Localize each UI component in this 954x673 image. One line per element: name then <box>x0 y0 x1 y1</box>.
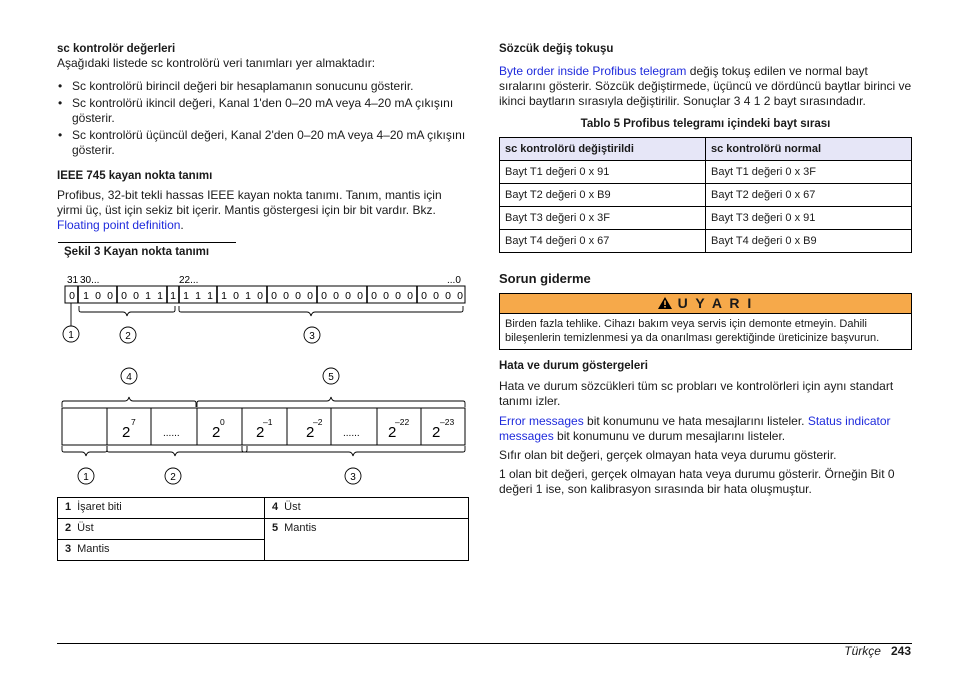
svg-text:1: 1 <box>207 290 213 302</box>
warning-title: U Y A R I <box>677 295 754 311</box>
indicators-p2 <box>499 414 912 444</box>
svg-text:3: 3 <box>309 331 315 342</box>
svg-text:0: 0 <box>445 290 451 302</box>
section-heading-indicators: Hata ve durum göstergeleri <box>499 360 648 372</box>
right-column <box>499 40 912 497</box>
legend-item-1: 1 İşaret biti <box>58 498 265 519</box>
word-swap-paragraph <box>499 64 912 109</box>
svg-text:0: 0 <box>433 290 439 302</box>
svg-text:0: 0 <box>95 290 101 302</box>
value-cells <box>62 408 465 445</box>
svg-text:1: 1 <box>183 290 189 302</box>
table-cell: Bayt T1 değeri 0 x 91 <box>500 161 706 184</box>
table-row <box>500 184 912 207</box>
intro-text: Aşağıdaki listede sc kontrolörü veri tanımları yer almaktadır: <box>57 56 376 70</box>
svg-text:0: 0 <box>121 290 127 302</box>
status-indicator-link[interactable]: Status indicator messages <box>499 414 891 443</box>
legend-item-5: 5 Mantis <box>265 519 469 561</box>
list-item: • Sc kontrolörü ikincil değeri, Kanal 1'den 0–20 mA veya 4–20 mA çıkışını gösterir. <box>57 96 470 126</box>
page-number: 243 <box>890 644 911 658</box>
ieee-text: Profibus, 32-bit tekli hassas IEEE kayan nokta tanımı. Tanım, mantis için yirmi üç, üst için sekiz bit içerir. Mantis göstergesi için bir bit vardır. Bkz. <box>57 188 442 217</box>
svg-text:0: 0 <box>295 290 301 302</box>
table-cell: Bayt T1 değeri 0 x 3F <box>706 161 912 184</box>
period: . <box>180 218 184 232</box>
svg-text:0: 0 <box>321 290 327 302</box>
indicators-p2-text: bit konumunu ve hata mesajlarını listeler. <box>583 414 808 428</box>
table-cell: Bayt T4 değeri 0 x B9 <box>706 230 912 253</box>
braces-bottom <box>62 446 465 456</box>
svg-text:2: 2 <box>256 424 265 441</box>
table-cell: Bayt T2 değeri 0 x 67 <box>706 184 912 207</box>
svg-text:0: 0 <box>271 290 277 302</box>
warning-box <box>499 293 912 350</box>
svg-text:1: 1 <box>170 290 176 302</box>
svg-text:0: 0 <box>307 290 313 302</box>
table-cell: Bayt T3 değeri 0 x 91 <box>706 207 912 230</box>
section-heading-ieee: IEEE 745 kayan nokta tanımı <box>57 170 213 182</box>
footer-divider <box>57 643 912 644</box>
svg-text:1: 1 <box>195 290 201 302</box>
svg-text:3: 3 <box>350 472 356 483</box>
svg-text:0: 0 <box>133 290 139 302</box>
byte-order-table <box>499 137 912 253</box>
figure-legend <box>57 497 469 561</box>
indicators-p4: 1 olan bit değeri, gerçek olmayan hata veya durumu gösterir. Örneğin Bit 0 değeri 1 ise, son kalibrasyon sırasında bir hata oluşmuştur. <box>499 467 895 496</box>
svg-text:1: 1 <box>83 472 89 483</box>
page-footer <box>844 644 911 658</box>
svg-text:–23: –23 <box>440 417 455 427</box>
callouts-mid <box>121 368 339 384</box>
list-item: • Sc kontrolörü üçüncül değeri, Kanal 2'den 0–20 mA veya 4–20 mA çıkışını gösterir. <box>57 128 470 158</box>
svg-text:0: 0 <box>333 290 339 302</box>
floating-point-link[interactable]: Floating point definition <box>57 218 181 232</box>
legend-item-3: 3 Mantis <box>58 540 265 561</box>
left-column <box>57 40 470 258</box>
table-row <box>500 207 912 230</box>
indicators-p3: Sıfır olan bit değeri, gerçek olmayan hata veya durumu gösterir. <box>499 448 837 462</box>
svg-text:0: 0 <box>233 290 239 302</box>
list-item: • Sc kontrolörü birincil değeri bir hesaplamanın sonucunu gösterir. <box>57 79 470 94</box>
warning-header <box>500 294 911 314</box>
svg-text:1: 1 <box>145 290 151 302</box>
braces-mid <box>62 397 465 407</box>
svg-text:0: 0 <box>371 290 377 302</box>
braces-top <box>71 303 463 326</box>
table-cell: Bayt T4 değeri 0 x 67 <box>500 230 706 253</box>
svg-text:5: 5 <box>328 372 334 383</box>
svg-text:0: 0 <box>257 290 263 302</box>
svg-text:4: 4 <box>126 372 132 383</box>
svg-text:2: 2 <box>388 424 397 441</box>
svg-text:–1: –1 <box>263 417 273 427</box>
indicators-p2-text2: bit konumunu ve durum mesajlarını listeler. <box>553 429 786 443</box>
svg-text:–2: –2 <box>313 417 323 427</box>
svg-text:......: ...... <box>163 428 180 439</box>
svg-text:0: 0 <box>395 290 401 302</box>
svg-text:0: 0 <box>457 290 463 302</box>
table-row <box>500 161 912 184</box>
table-header-row <box>500 138 912 161</box>
svg-text:7: 7 <box>131 417 136 427</box>
indicators-p1: Hata ve durum sözcükleri tüm sc probları ve kontrolörleri için aynı standart tanımı izler. <box>499 379 894 408</box>
callouts-bottom <box>78 468 361 484</box>
svg-text:1: 1 <box>157 290 163 302</box>
callouts-top <box>63 326 320 343</box>
footer-language: Türkçe <box>844 644 881 658</box>
svg-text:0: 0 <box>407 290 413 302</box>
svg-text:–22: –22 <box>395 417 410 427</box>
svg-text:2: 2 <box>122 424 131 441</box>
table-header: sc kontrolörü değiştirildi <box>500 138 706 161</box>
section-heading-troubleshooting: Sorun giderme <box>499 271 591 286</box>
table-caption: Tablo 5 Profibus telegramı içindeki bayt sırası <box>580 118 831 130</box>
word-swap-text: değiş tokuş edilen ve normal bayt sıralarını gösterir. Sözcük değiştirmede, üçüncü ve dördüncü baytlar birinci ve ikinci baytların sırasıyla değiştirilir. Sonuçlar 3 4 1 2 bayt sırasındadır. <box>499 64 912 108</box>
svg-text:0: 0 <box>383 290 389 302</box>
svg-text:2: 2 <box>125 331 131 342</box>
bit-label-22: 22... <box>179 275 199 286</box>
svg-text:0: 0 <box>107 290 113 302</box>
warning-triangle-icon <box>658 295 678 311</box>
svg-text:1: 1 <box>221 290 227 302</box>
svg-text:......: ...... <box>343 428 360 439</box>
warning-text: Birden fazla tehlike. Cihazı bakım veya servis için demonte etmeyin. Dahili bileşenlerin temizlenmesi ya da onarılması gerektiğinde üreticinize başvurun. <box>505 318 880 344</box>
svg-text:0: 0 <box>421 290 427 302</box>
section-heading-word-swap: Sözcük değiş tokuşu <box>499 43 614 55</box>
svg-text:0: 0 <box>220 417 225 427</box>
ieee-paragraph <box>57 188 470 233</box>
bullet-list <box>57 79 470 158</box>
section-heading-sc-values: sc kontrolör değerleri <box>57 43 176 55</box>
svg-text:1: 1 <box>83 290 89 302</box>
table-cell: Bayt T3 değeri 0 x 3F <box>500 207 706 230</box>
svg-text:2: 2 <box>306 424 315 441</box>
svg-text:0: 0 <box>357 290 363 302</box>
bit-label-30: 30... <box>80 275 100 286</box>
svg-text:1: 1 <box>68 330 74 341</box>
error-messages-link[interactable]: Error messages <box>499 414 584 428</box>
table-header: sc kontrolörü normal <box>706 138 912 161</box>
bit-label-31: 31 <box>67 275 79 286</box>
legend-item-4: 4 Üst <box>265 498 469 519</box>
table-cell: Bayt T2 değeri 0 x B9 <box>500 184 706 207</box>
svg-text:2: 2 <box>170 472 176 483</box>
byte-order-link[interactable]: Byte order inside Profibus telegram <box>499 64 687 78</box>
figure-title: Şekil 3 Kayan nokta tanımı <box>58 242 236 258</box>
svg-text:0: 0 <box>283 290 289 302</box>
svg-text:2: 2 <box>212 424 221 441</box>
svg-text:1: 1 <box>245 290 251 302</box>
legend-item-2: 2 Üst <box>58 519 265 540</box>
bit-label-0: ...0 <box>447 275 461 286</box>
svg-text:0: 0 <box>345 290 351 302</box>
table-row <box>500 230 912 253</box>
floating-point-diagram <box>57 268 471 492</box>
svg-text:2: 2 <box>432 424 441 441</box>
svg-text:0: 0 <box>69 290 75 302</box>
